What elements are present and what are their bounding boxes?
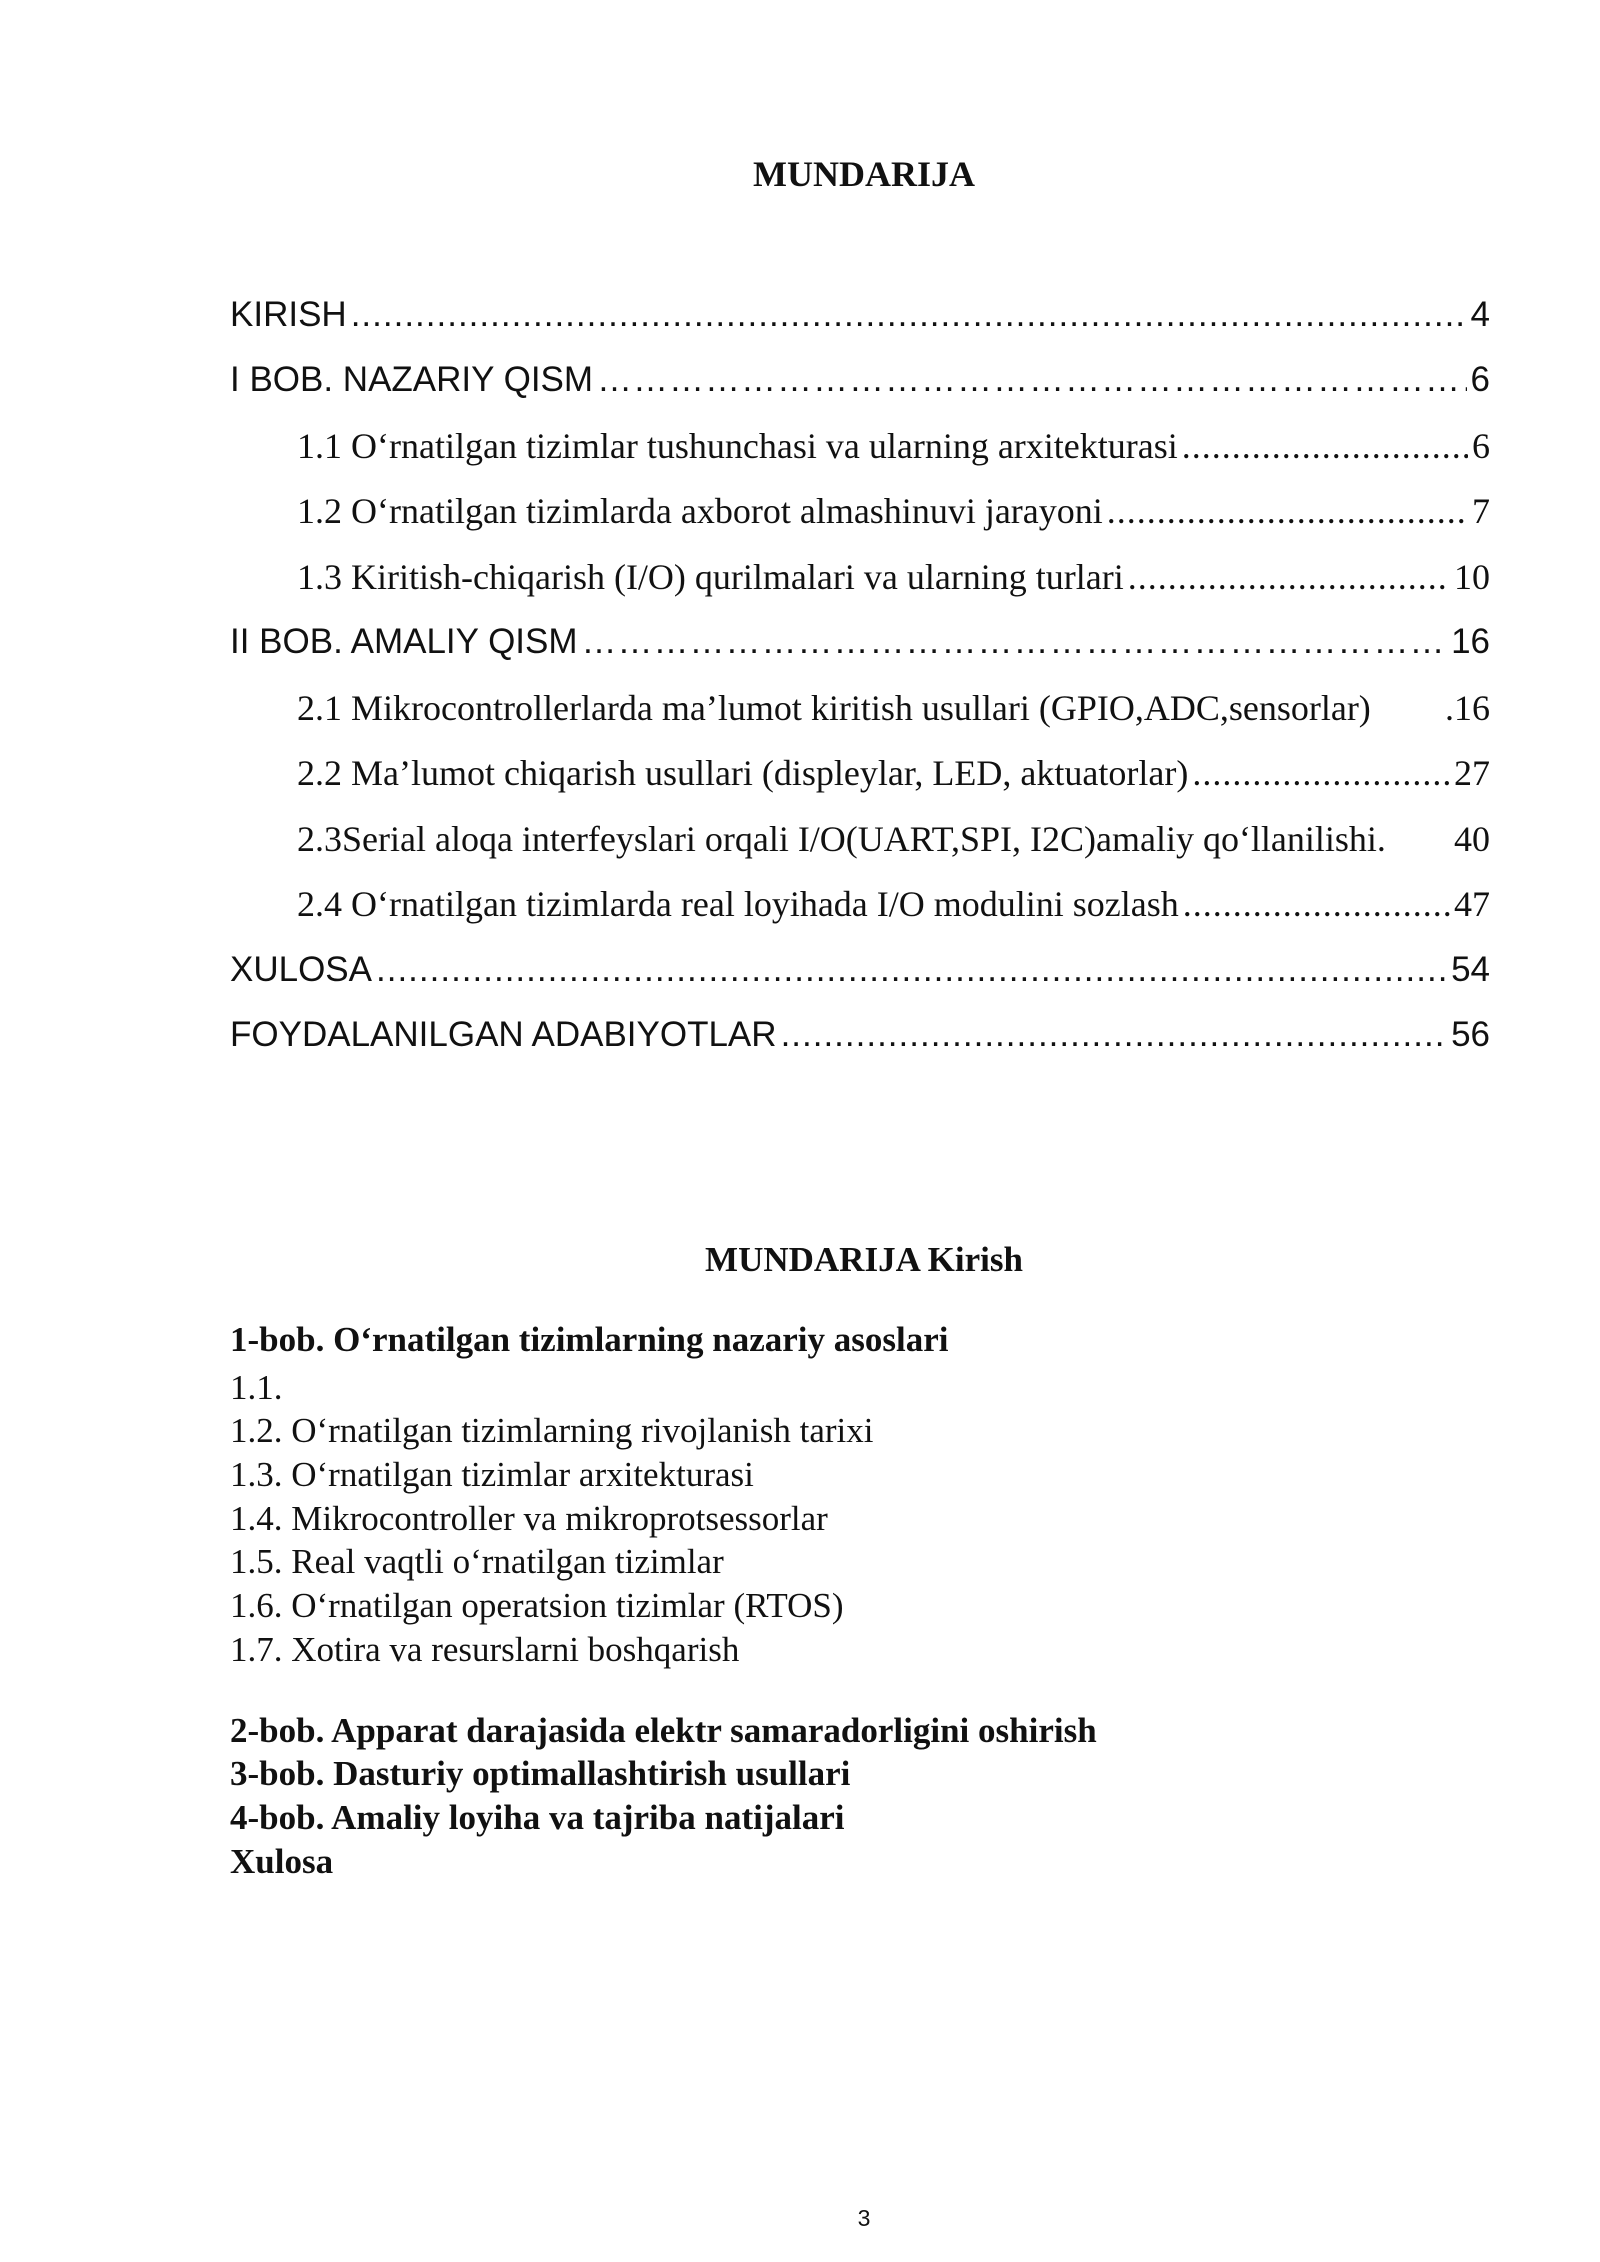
toc-entry-page: 40 [1454, 818, 1490, 859]
toc-entry-label: 2.1 Mikrocontrollerlarda ma’lumot kiritish usullari (GPIO,ADC,sensorlar) [297, 687, 1371, 728]
toc-entry [230, 348, 1490, 414]
toc-leader-dots [582, 622, 1448, 662]
toc-entry-page: .16 [1445, 687, 1490, 728]
chapter-outline [230, 1318, 1430, 1883]
toc-entry [230, 544, 1490, 610]
toc-entry-page: 47 [1454, 884, 1490, 925]
toc-entry-label: I BOB. NAZARIY QISM [230, 360, 594, 400]
toc-entry-page: 7 [1472, 491, 1490, 532]
toc-entry [230, 413, 1490, 479]
toc-entry [230, 610, 1490, 676]
toc-leader-dots [597, 360, 1466, 400]
toc-entry-label: KIRISH [230, 294, 347, 334]
toc-entry-label: 1.2 O‘rnatilgan tizimlarda axborot almashinuvi jarayoni [297, 491, 1103, 532]
outline-conclusion: Xulosa [230, 1841, 334, 1881]
toc-entry-page: 6 [1472, 425, 1490, 466]
toc-entry-label: 1.3 Kiritish-chiqarish (I/O) qurilmalari va ularning turlari [297, 556, 1124, 597]
toc-entry-label: II BOB. AMALIY QISM [230, 622, 578, 662]
toc-leader-dots [1183, 883, 1450, 925]
toc-entry-page: 27 [1454, 753, 1490, 794]
toc-entry-page: 16 [1451, 622, 1490, 662]
toc-leader-dots [351, 295, 1467, 335]
toc-entry-label: XULOSA [230, 949, 372, 989]
outline-title: MUNDARIJA Kirish [705, 1240, 1023, 1279]
outline-section: 1.3. O‘rnatilgan tizimlar arxitekturasi [230, 1455, 754, 1495]
toc-entry-page: 6 [1470, 360, 1490, 400]
toc-entry [230, 479, 1490, 545]
outline-section: 1.5. Real vaqtli o‘rnatilgan tizimlar [230, 1542, 724, 1582]
toc-entry-page: 4 [1470, 294, 1490, 334]
toc-leader-dots [1128, 556, 1450, 598]
toc-entry [230, 806, 1490, 872]
toc-entry [230, 282, 1490, 348]
toc-entry-page: 10 [1454, 556, 1490, 597]
toc-entry-label: FOYDALANILGAN ADABIYOTLAR [230, 1015, 777, 1055]
toc-entry [230, 741, 1490, 807]
outline-chapter: 2-bob. Apparat darajasida elektr samaradorligini oshirish [230, 1710, 1097, 1750]
toc-leader-dots [1107, 490, 1468, 532]
outline-section: 1.4. Mikrocontroller va mikroprotsessorlar [230, 1498, 828, 1538]
toc-entry-label: 2.2 Ma’lumot chiqarish usullari (displeylar, LED, aktuatorlar) [297, 753, 1189, 794]
toc-entry-label: 1.1 O‘rnatilgan tizimlar tushunchasi va ularning arxitekturasi [297, 425, 1178, 466]
toc-entry-page: 54 [1451, 949, 1490, 989]
outline-section: 1.2. O‘rnatilgan tizimlarning rivojlanish tarixi [230, 1411, 874, 1451]
toc-entry [230, 675, 1490, 741]
toc-entry-page: 56 [1451, 1015, 1490, 1055]
outline-chapter-1: 1-bob. O‘rnatilgan tizimlarning nazariy asoslari [230, 1320, 949, 1359]
outline-chapter: 4-bob. Amaliy loyiha va tajriba natijalari [230, 1797, 845, 1837]
toc-leader-dots [1192, 752, 1450, 794]
outline-chapter: 3-bob. Dasturiy optimallashtirish usullari [230, 1754, 851, 1794]
toc-entry-label: 2.4 O‘rnatilgan tizimlarda real loyihada I/O modulini sozlash [297, 884, 1179, 925]
toc-entry [230, 872, 1490, 938]
toc-title: MUNDARIJA [753, 154, 975, 194]
outline-section: 1.1. [230, 1367, 283, 1407]
page-number: 3 [857, 2205, 871, 2231]
table-of-contents [230, 282, 1490, 1068]
toc-leader-dots [1182, 425, 1468, 467]
toc-leader-dots [781, 1015, 1448, 1055]
toc-entry [230, 937, 1490, 1003]
toc-leader-dots [376, 950, 1447, 990]
toc-entry-label: 2.3Serial aloqa interfeyslari orqali I/O(UART,SPI, I2C)amaliy qo‘llanilishi. [297, 818, 1386, 859]
toc-entry [230, 1003, 1490, 1069]
outline-section: 1.6. O‘rnatilgan operatsion tizimlar (RTOS) [230, 1586, 844, 1626]
outline-section: 1.7. Xotira va resurslarni boshqarish [230, 1629, 740, 1669]
